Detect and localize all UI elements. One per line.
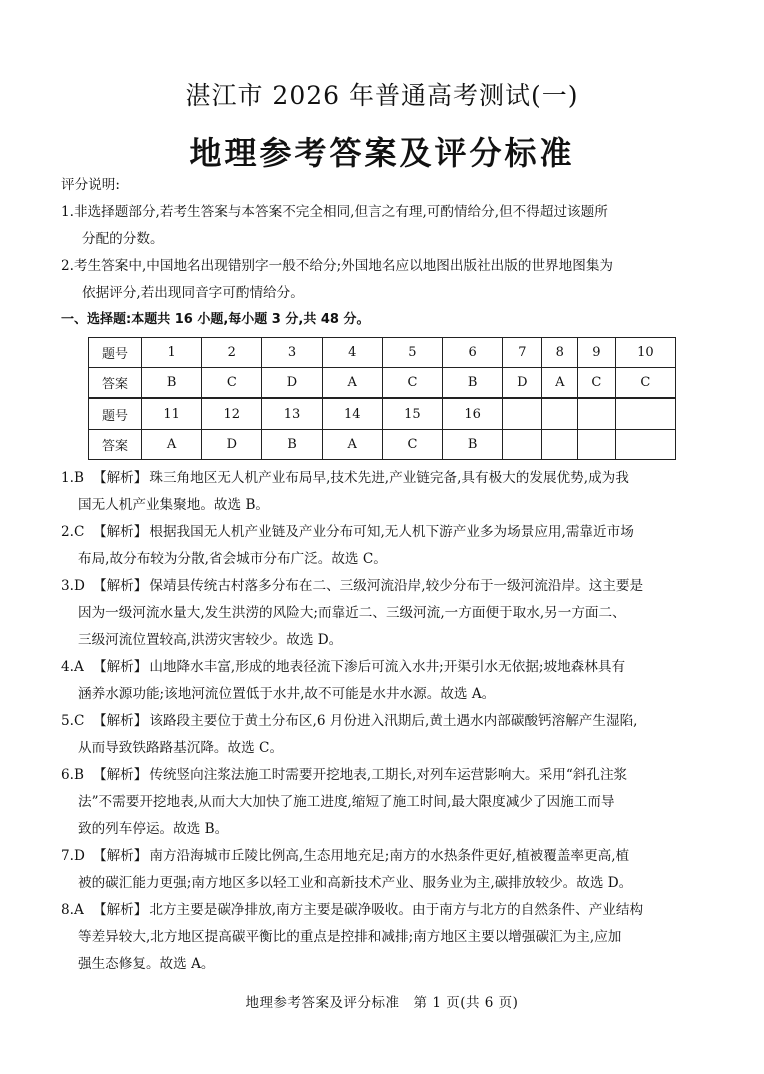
empty-cell bbox=[542, 429, 578, 459]
question-answer-label: 2.C bbox=[61, 524, 85, 540]
explanation-6-cont: 法”不需要开挖地表,从而大大加快了施工进度,缩短了施工时间,最大限度减少了因施工而导 bbox=[78, 794, 615, 810]
answer-cell: B bbox=[142, 368, 202, 399]
question-number-cell: 9 bbox=[578, 338, 616, 368]
question-number-cell: 13 bbox=[262, 398, 322, 429]
answer-cell: C bbox=[382, 429, 442, 459]
row-label-question: 题号 bbox=[89, 398, 142, 429]
answer-cell: B bbox=[262, 429, 322, 459]
answer-cell: C bbox=[578, 368, 616, 399]
row-label-question: 题号 bbox=[89, 338, 142, 368]
question-number-cell: 12 bbox=[202, 398, 262, 429]
explanation-8 bbox=[61, 897, 643, 924]
explanation-text: 北方主要是碳净排放,南方主要是碳净吸收。由于南方与北方的自然条件、产业结构 bbox=[149, 902, 644, 918]
question-number-cell: 2 bbox=[202, 338, 262, 368]
explanation-6 bbox=[61, 762, 627, 789]
analysis-tag: 【解析】 bbox=[93, 470, 148, 486]
answer-table bbox=[88, 337, 676, 460]
table-row bbox=[89, 429, 676, 459]
question-number-cell: 4 bbox=[322, 338, 382, 368]
explanation-5-cont: 从而导致铁路路基沉降。故选 C。 bbox=[78, 740, 284, 756]
answer-cell: D bbox=[202, 429, 262, 459]
question-number-cell: 8 bbox=[542, 338, 578, 368]
explanation-8-cont: 等差异较大,北方地区提高碳平衡比的重点是控排和减排;南方地区主要以增强碳汇为主,应加 bbox=[78, 929, 622, 945]
analysis-tag: 【解析】 bbox=[93, 659, 148, 675]
section-heading-choice: 一、选择题:本题共 16 小题,每小题 3 分,共 48 分。 bbox=[61, 312, 370, 327]
explanation-text: 南方沿海城市丘陵比例高,生态用地充足;南方的水热条件更好,植被覆盖率更高,植 bbox=[149, 848, 630, 864]
scoring-note-2: 2.考生答案中,中国地名出现错别字一般不给分;外国地名应以地图出版社出版的世界地图集为 bbox=[61, 258, 614, 274]
question-number-cell: 11 bbox=[142, 398, 202, 429]
answer-cell: D bbox=[503, 368, 542, 399]
answer-cell: C bbox=[382, 368, 442, 399]
explanation-2-cont: 布局,故分布较为分散,省会城市分布广泛。故选 C。 bbox=[78, 551, 387, 567]
row-label-answer: 答案 bbox=[89, 429, 142, 459]
answer-cell: C bbox=[202, 368, 262, 399]
scoring-note-1: 1.非选择题部分,若考生答案与本答案不完全相同,但言之有理,可酌情给分,但不得超过该题所 bbox=[61, 204, 608, 220]
document-title: 地理参考答案及评分标准 bbox=[189, 134, 575, 172]
answer-cell: A bbox=[542, 368, 578, 399]
explanation-3-cont: 三级河流位置较高,洪涝灾害较少。故选 D。 bbox=[78, 632, 343, 648]
explanation-7 bbox=[61, 843, 629, 870]
question-number-cell: 7 bbox=[503, 338, 542, 368]
explanation-1-cont: 国无人机产业集聚地。故选 B。 bbox=[78, 497, 270, 513]
explanation-text: 山地降水丰富,形成的地表径流下渗后可流入水井;开渠引水无依据;坡地森林具有 bbox=[149, 659, 626, 675]
empty-cell bbox=[615, 429, 675, 459]
empty-cell bbox=[578, 429, 616, 459]
explanation-text: 该路段主要位于黄土分布区,6 月份进入汛期后,黄土遇水内部碳酸钙溶解产生湿陷, bbox=[149, 713, 638, 729]
analysis-tag: 【解析】 bbox=[93, 902, 148, 918]
empty-cell bbox=[578, 398, 616, 429]
explanation-8-cont: 强生态修复。故选 A。 bbox=[78, 956, 215, 972]
table-row bbox=[89, 338, 676, 368]
explanation-text: 珠三角地区无人机产业布局早,技术先进,产业链完备,具有极大的发展优势,成为我 bbox=[149, 470, 629, 486]
answer-cell: A bbox=[322, 368, 382, 399]
answer-cell: B bbox=[443, 429, 503, 459]
question-number-cell: 5 bbox=[382, 338, 442, 368]
scoring-note-1-cont: 分配的分数。 bbox=[82, 231, 164, 247]
answer-cell: B bbox=[443, 368, 503, 399]
question-answer-label: 1.B bbox=[61, 470, 84, 486]
empty-cell bbox=[542, 398, 578, 429]
explanation-6-cont: 致的列车停运。故选 B。 bbox=[78, 821, 229, 837]
page-footer: 地理参考答案及评分标准 第 1 页(共 6 页) bbox=[245, 995, 519, 1011]
question-number-cell: 14 bbox=[322, 398, 382, 429]
question-number-cell: 16 bbox=[443, 398, 503, 429]
explanation-3 bbox=[61, 573, 643, 600]
question-number-cell: 6 bbox=[443, 338, 503, 368]
explanation-7-cont: 被的碳汇能力更强;南方地区多以轻工业和高新技术产业、服务业为主,碳排放较少。故选 D。 bbox=[78, 875, 633, 891]
answer-cell: C bbox=[615, 368, 675, 399]
question-answer-label: 5.C bbox=[61, 713, 85, 729]
question-answer-label: 6.B bbox=[61, 767, 84, 783]
question-answer-label: 4.A bbox=[61, 659, 84, 675]
answer-cell: D bbox=[262, 368, 322, 399]
empty-cell bbox=[503, 398, 542, 429]
explanation-text: 根据我国无人机产业链及产业分布可知,无人机下游产业多为场景应用,需靠近市场 bbox=[149, 524, 634, 540]
analysis-tag: 【解析】 bbox=[93, 767, 148, 783]
analysis-tag: 【解析】 bbox=[93, 524, 148, 540]
exam-title: 湛江市 2026 年普通高考测试(一) bbox=[185, 81, 579, 110]
empty-cell bbox=[503, 429, 542, 459]
scoring-note-2-cont: 依据评分,若出现同音字可酌情给分。 bbox=[82, 285, 304, 301]
explanation-text: 传统竖向注浆法施工时需要开挖地表,工期长,对列车运营影响大。采用“斜孔注浆 bbox=[149, 767, 628, 783]
explanation-3-cont: 因为一级河流水量大,发生洪涝的风险大;而靠近二、三级河流,一方面便于取水,另一方面二、 bbox=[78, 605, 626, 621]
question-number-cell: 1 bbox=[142, 338, 202, 368]
analysis-tag: 【解析】 bbox=[93, 578, 148, 594]
empty-cell bbox=[615, 398, 675, 429]
table-row bbox=[89, 368, 676, 399]
question-answer-label: 3.D bbox=[61, 578, 85, 594]
explanation-5 bbox=[61, 708, 638, 735]
question-answer-label: 7.D bbox=[61, 848, 85, 864]
explanation-4-cont: 涵养水源功能;该地河流位置低于水井,故不可能是水井水源。故选 A。 bbox=[78, 686, 496, 702]
question-answer-label: 8.A bbox=[61, 902, 84, 918]
explanation-2 bbox=[61, 519, 634, 546]
answer-cell: A bbox=[142, 429, 202, 459]
question-number-cell: 10 bbox=[615, 338, 675, 368]
scoring-notes-heading: 评分说明: bbox=[61, 177, 120, 193]
answer-cell: A bbox=[322, 429, 382, 459]
table-row bbox=[89, 398, 676, 429]
row-label-answer: 答案 bbox=[89, 368, 142, 399]
question-number-cell: 3 bbox=[262, 338, 322, 368]
analysis-tag: 【解析】 bbox=[93, 713, 148, 729]
analysis-tag: 【解析】 bbox=[93, 848, 148, 864]
explanation-1 bbox=[61, 465, 629, 492]
question-number-cell: 15 bbox=[382, 398, 442, 429]
explanation-4 bbox=[61, 654, 625, 681]
explanation-text: 保靖县传统古村落多分布在二、三级河流沿岸,较少分布于一级河流沿岸。这主要是 bbox=[149, 578, 644, 594]
